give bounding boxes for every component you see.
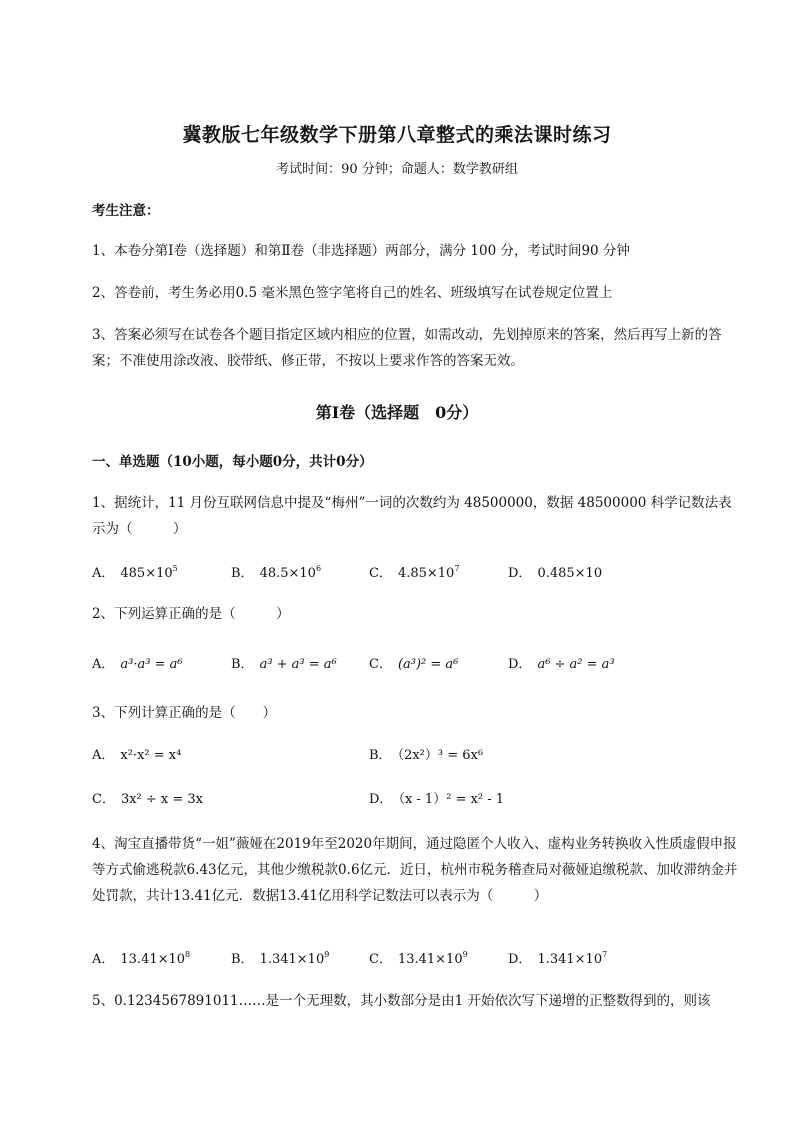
option-label: C． bbox=[369, 952, 392, 967]
question-2-options bbox=[92, 653, 742, 675]
question-5-stem: 5、0.1234567891011……是一个无理数，其小数部分是由1 开始依次写下递增的正整数得到的，则该 bbox=[92, 993, 711, 1009]
question-1-options bbox=[92, 562, 742, 584]
option-label: C． bbox=[92, 792, 115, 807]
question-2-option-d[interactable] bbox=[508, 653, 615, 672]
option-exponent: 5 bbox=[172, 564, 178, 573]
question-3-option-c[interactable] bbox=[92, 788, 203, 807]
option-label: D． bbox=[508, 657, 532, 672]
option-value: 1.341×10 bbox=[537, 952, 603, 967]
option-expression: a⁶ ÷ a² = a³ bbox=[537, 657, 615, 672]
question-2-option-a[interactable] bbox=[92, 653, 183, 672]
option-label: D． bbox=[508, 952, 532, 967]
question-2-stem: 2、下列运算正确的是（ ） bbox=[92, 606, 290, 622]
notice-heading: 考生注意： bbox=[92, 203, 160, 219]
option-label: B． bbox=[369, 748, 392, 763]
option-value: 4.85×10 bbox=[397, 566, 455, 581]
question-1-option-b[interactable] bbox=[231, 562, 321, 581]
option-label: B． bbox=[231, 657, 254, 672]
option-exponent: 7 bbox=[602, 950, 608, 959]
question-3-option-b[interactable] bbox=[369, 744, 483, 763]
option-label: C． bbox=[369, 657, 392, 672]
option-expression: x²·x² = x⁴ bbox=[120, 748, 182, 763]
option-exponent: 9 bbox=[462, 950, 468, 959]
option-exponent: 9 bbox=[324, 950, 330, 959]
document-title: 冀教版七年级数学下册第八章整式的乘法课时练习 bbox=[182, 124, 612, 146]
option-label: B． bbox=[231, 566, 254, 581]
option-value: 48.5×10 bbox=[259, 566, 316, 581]
option-label: D． bbox=[369, 792, 393, 807]
option-value: 0.485×10 bbox=[537, 566, 603, 581]
question-3-options-row1 bbox=[92, 744, 742, 766]
section-title: 第Ⅰ卷（选择题 0分） bbox=[315, 403, 479, 422]
option-label: C． bbox=[369, 566, 392, 581]
option-expression: (a³)² = a⁶ bbox=[397, 657, 459, 672]
question-4-option-b[interactable] bbox=[231, 948, 329, 967]
option-value: 13.41×10 bbox=[120, 952, 186, 967]
question-3-option-a[interactable] bbox=[92, 744, 181, 763]
option-label: D． bbox=[508, 566, 532, 581]
option-exponent: 7 bbox=[454, 564, 460, 573]
question-3-options-row2 bbox=[92, 788, 742, 810]
question-4-option-d[interactable] bbox=[508, 948, 607, 967]
option-label: A． bbox=[92, 657, 115, 672]
option-expression: （x - 1）² = x² - 1 bbox=[398, 792, 505, 807]
option-expression: 3x² ÷ x = 3x bbox=[120, 792, 204, 807]
document-subtitle: 考试时间：90 分钟；命题人：数学教研组 bbox=[276, 162, 518, 177]
question-4-options bbox=[92, 948, 742, 970]
part-heading: 一、单选题（10小题，每小题0分，共计0分） bbox=[92, 454, 373, 470]
question-1-option-d[interactable] bbox=[508, 562, 602, 581]
question-2-option-c[interactable] bbox=[369, 653, 458, 672]
question-4-option-a[interactable] bbox=[92, 948, 190, 967]
question-4-option-c[interactable] bbox=[369, 948, 468, 967]
notice-item-2: 2、答卷前，考生务必用0.5 毫米黑色签字笔将自己的姓名、班级填写在试卷规定位置上 bbox=[92, 285, 613, 301]
option-expression: （2x²）³ = 6x⁶ bbox=[397, 748, 484, 763]
question-2-option-b[interactable] bbox=[231, 653, 337, 672]
notice-item-3: 3、答案必须写在试卷各个题目指定区域内相应的位置，如需改动，先划掉原来的答案，然后再写上新的答案；不准使用涂改液、胶带纸、修正带，不按以上要求作答的答案无效。 bbox=[92, 327, 722, 369]
option-expression: a³·a³ = a⁶ bbox=[120, 657, 183, 672]
option-expression: a³ + a³ = a⁶ bbox=[259, 657, 337, 672]
option-label: A． bbox=[92, 952, 115, 967]
question-1-option-c[interactable] bbox=[369, 562, 459, 581]
option-value: 1.341×10 bbox=[259, 952, 325, 967]
question-1-stem: 1、据统计，11 月份互联网信息中提及“梅州”一词的次数约为 48500000，数据 48500000 科学记数法表示为（ ） bbox=[92, 495, 732, 537]
option-label: B． bbox=[231, 952, 254, 967]
question-1-option-a[interactable] bbox=[92, 562, 178, 581]
question-4-stem: 4、淘宝直播带货“一姐”薇娅在2019年至2020年期间，通过隐匿个人收入、虚构业务转换收入性质虚假申报等方式偷逃税款6.43亿元，其他少缴税款0.6亿元．近日，杭州市税务稽查局对薇娅追缴税款、加收滞纳金并处罚款，共计13.41亿元．数据13.41亿用科学记数法可以表示为（ ） bbox=[92, 836, 738, 904]
notice-item-1: 1、本卷分第Ⅰ卷（选择题）和第Ⅱ卷（非选择题）两部分，满分 100 分，考试时间90 分钟 bbox=[92, 243, 630, 259]
option-label: A． bbox=[92, 748, 115, 763]
question-3-stem: 3、下列计算正确的是（ ） bbox=[92, 705, 277, 721]
option-value: 13.41×10 bbox=[397, 952, 463, 967]
question-3-option-d[interactable] bbox=[369, 788, 504, 807]
option-exponent: 6 bbox=[315, 564, 322, 573]
option-label: A． bbox=[92, 566, 115, 581]
option-value: 485×10 bbox=[120, 566, 173, 581]
option-exponent: 8 bbox=[185, 950, 191, 959]
